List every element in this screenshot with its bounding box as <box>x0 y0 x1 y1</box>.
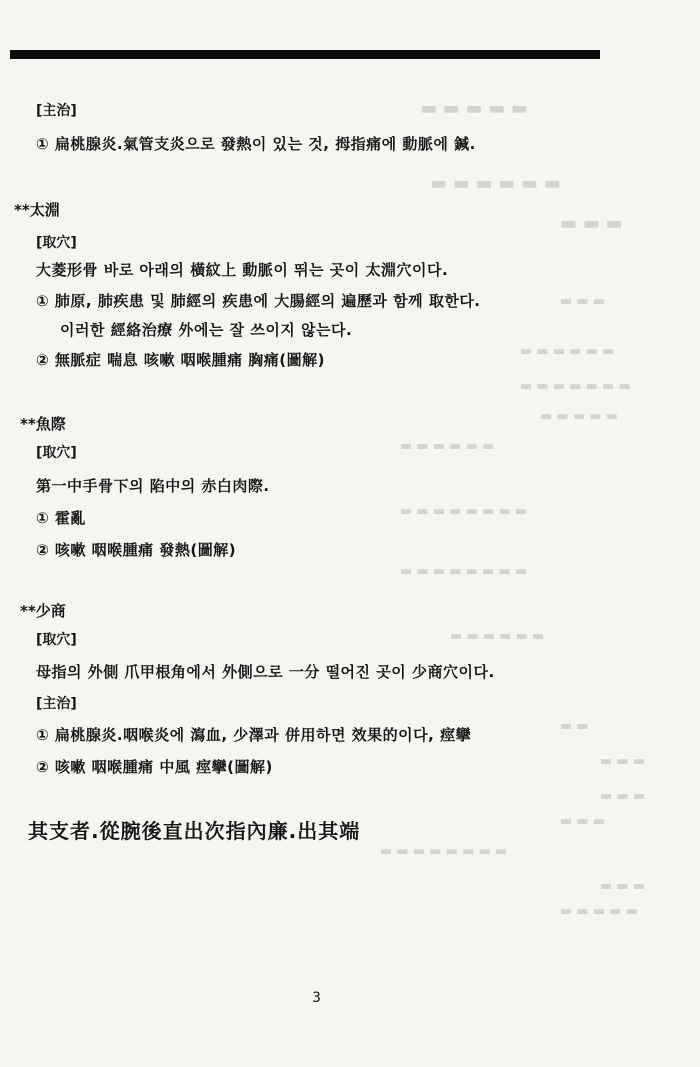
page-number: 3 <box>312 990 321 1006</box>
treatment-item: ② 咳嗽 咽喉腫痛 中風 痙攣(圖解) <box>36 758 273 776</box>
point-heading-shaoshang: **少商 <box>20 602 66 620</box>
label-location: [取穴] <box>36 445 77 461</box>
treatment-item: ① 扁桃腺炎.氣管支炎으로 發熱이 있는 것, 拇指痛에 動脈에 鍼. <box>36 135 476 153</box>
indication-item: ② 咳嗽 咽喉腫痛 發熱(圖解) <box>36 541 237 559</box>
indication-continuation: 이러한 經絡治療 外에는 잘 쓰이지 않는다. <box>60 321 353 339</box>
label-location: [取穴] <box>36 235 77 251</box>
indication-item: ① 霍亂 <box>36 509 86 527</box>
location-text: 大菱形骨 바로 아래의 橫紋上 動脈이 뛰는 곳이 太淵穴이다. <box>36 261 449 279</box>
label-main-treatment: [主治] <box>36 103 77 119</box>
top-rule <box>10 50 600 59</box>
treatment-item: ① 扁桃腺炎.咽喉炎에 瀉血, 少澤과 併用하면 效果的이다, 痙攣 <box>36 726 472 744</box>
label-location: [取穴] <box>36 632 77 648</box>
indication-item: ① 肺原, 肺疾患 및 肺經의 疾患에 大腸經의 遍歷과 함께 取한다. <box>36 292 481 310</box>
location-text: 第一中手骨下의 陷中의 赤白肉際. <box>36 477 270 495</box>
indication-item: ② 無脈症 喘息 咳嗽 咽喉腫痛 胸痛(圖解) <box>36 351 326 369</box>
point-heading-taiyuan: **太淵 <box>14 201 60 219</box>
label-main-treatment: [主治] <box>36 696 77 712</box>
location-text: 母指의 外側 爪甲根角에서 外側으로 一分 떨어진 곳이 少商穴이다. <box>36 663 495 681</box>
meridian-text: 其支者.從腕後直出次指內廉.出其端 <box>28 819 361 843</box>
point-heading-yuji: **魚際 <box>20 415 66 433</box>
